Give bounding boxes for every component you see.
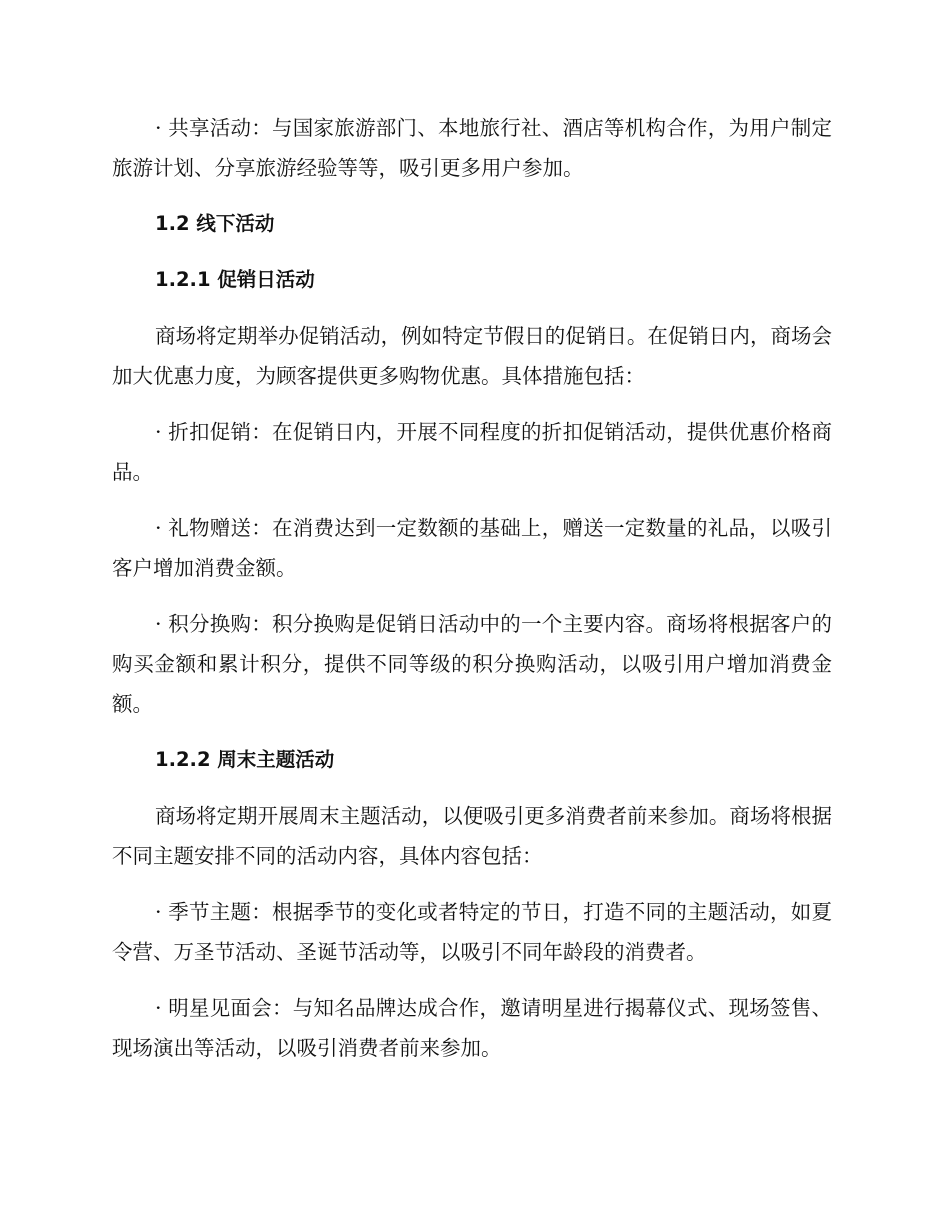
bullet-discount-promotion: · 折扣促销：在促销日内，开展不同程度的折扣促销活动，提供优惠价格商品。	[112, 420, 832, 484]
subsection-heading-weekend-theme: 1.2.2 周末主题活动	[155, 748, 335, 771]
paragraph-promotion-intro: 商场将定期举办促销活动，例如特定节假日的促销日。在促销日内，商场会加大优惠力度，为顾客提供更多购物优惠。具体措施包括：	[112, 324, 832, 388]
paragraph-weekend-intro: 商场将定期开展周末主题活动，以便吸引更多消费者前来参加。商场将根据不同主题安排不同的活动内容，具体内容包括：	[112, 804, 832, 868]
bullet-celebrity-meet: · 明星见面会：与知名品牌达成合作，邀请明星进行揭幕仪式、现场签售、现场演出等活动，以吸引消费者前来参加。	[112, 996, 832, 1060]
section-heading-offline-activities: 1.2 线下活动	[155, 212, 275, 235]
document-body	[112, 108, 832, 1084]
bullet-shared-activity: · 共享活动：与国家旅游部门、本地旅行社、酒店等机构合作，为用户制定旅游计划、分享旅游经验等等，吸引更多用户参加。	[112, 116, 832, 180]
bullet-gift-giving: · 礼物赠送：在消费达到一定数额的基础上，赠送一定数量的礼品，以吸引客户增加消费金额。	[112, 516, 832, 580]
bullet-seasonal-theme: · 季节主题：根据季节的变化或者特定的节日，打造不同的主题活动，如夏令营、万圣节活动、圣诞节活动等，以吸引不同年龄段的消费者。	[112, 900, 832, 964]
bullet-points-redemption: · 积分换购：积分换购是促销日活动中的一个主要内容。商场将根据客户的购买金额和累计积分，提供不同等级的积分换购活动，以吸引用户增加消费金额。	[112, 612, 832, 716]
subsection-heading-promotion-day: 1.2.1 促销日活动	[155, 268, 315, 291]
